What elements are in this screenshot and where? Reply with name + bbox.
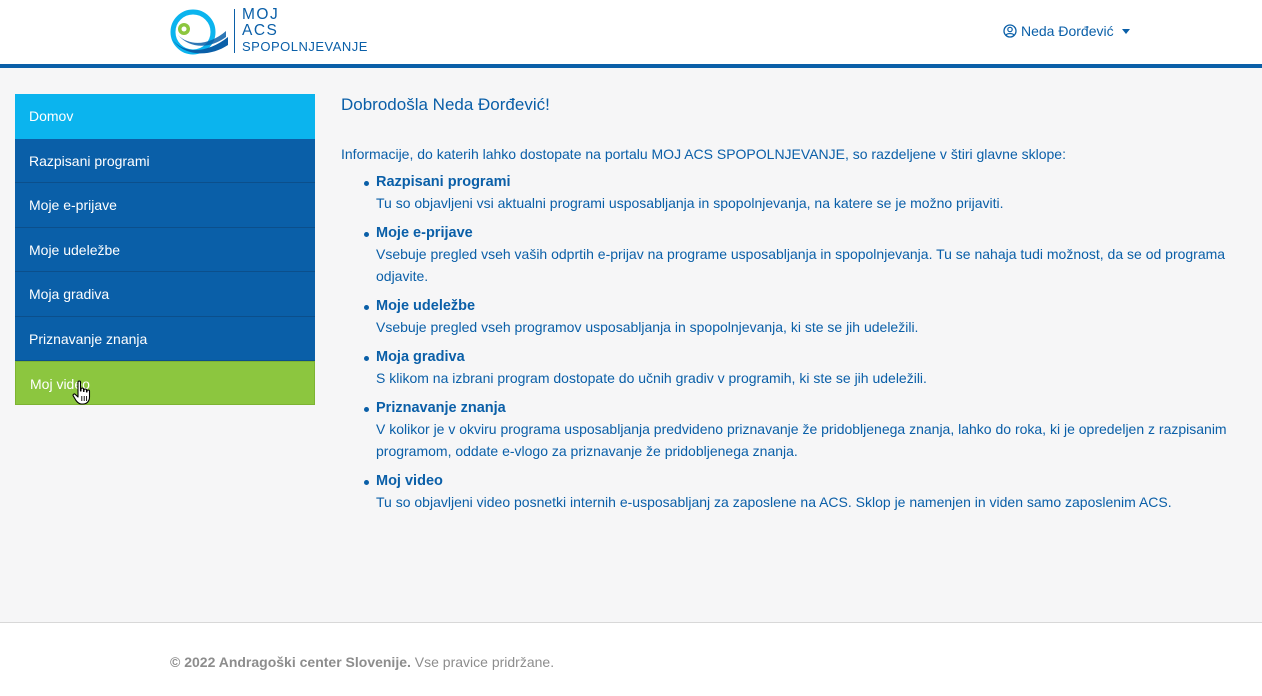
section-description: V kolikor je v okviru programa usposabljanja predvideno priznavanje že pridobljenega znanja, lahko do roka, ki je opredeljen z razpisanim programom, oddate e-vlogo za priznavanje že pridobljenega znanja. — [376, 421, 1227, 459]
logo-line-2: ACS — [242, 22, 279, 39]
logo-text — [242, 7, 368, 54]
list-item — [341, 348, 1246, 389]
section-description: S klikom na izbrani program dostopate do učnih gradiv v programih, ki ste se jih udeležili. — [376, 370, 927, 386]
logo-line-1: MOJ — [242, 6, 280, 23]
section-title: Moje e-prijave — [376, 225, 473, 241]
section-title: Moj video — [376, 473, 443, 489]
section-description: Vsebuje pregled vseh vaših odprtih e-prijav na programe usposabljanja in spopolnjevanja. Tu se nahaja tudi možnost, da se od programa odjavite. — [376, 246, 1226, 284]
section-title: Moje udeležbe — [376, 298, 476, 314]
user-name: Neda Đorđević — [1021, 23, 1114, 39]
hand-pointer-icon — [72, 380, 92, 406]
section-description: Tu so objavljeni vsi aktualni programi usposabljanja in spopolnjevanja, na katere se je možno prijaviti. — [376, 195, 1004, 211]
section-description: Tu so objavljeni video posnetki internih e-usposabljanj za zaposlene na ACS. Sklop je namenjen in viden samo zaposlenim ACS. — [376, 494, 1172, 510]
section-title: Priznavanje znanja — [376, 400, 506, 416]
section-list — [341, 173, 1246, 513]
sidebar-nav — [15, 94, 315, 405]
footer-copyright: © 2022 Andragoški center Slovenije. — [170, 654, 411, 670]
page-title: Dobrodošla Neda Đorđević! — [341, 95, 550, 114]
acs-logo-icon — [170, 9, 230, 55]
footer — [0, 622, 1262, 696]
sidebar-item-razpisani-programi[interactable]: Razpisani programi — [15, 139, 315, 184]
list-item — [341, 173, 1246, 214]
section-title: Moja gradiva — [376, 349, 465, 365]
user-menu-dropdown[interactable] — [1003, 22, 1130, 40]
main-content — [341, 94, 1246, 523]
logo-line-3: SPOPOLNJEVANJE — [242, 39, 368, 54]
header — [0, 0, 1262, 64]
list-item — [341, 297, 1246, 338]
sidebar-item-domov[interactable]: Domov — [15, 94, 315, 139]
header-accent-bar — [0, 64, 1262, 68]
sidebar-item-moj-video[interactable]: Moj video — [15, 361, 315, 405]
list-item — [341, 472, 1246, 513]
footer-rights: Vse pravice pridržane. — [414, 654, 555, 670]
section-title: Razpisani programi — [376, 174, 511, 190]
sidebar-item-moja-gradiva[interactable]: Moja gradiva — [15, 272, 315, 317]
sidebar-item-moje-udelezbe[interactable]: Moje udeležbe — [15, 228, 315, 273]
user-circle-icon — [1003, 24, 1017, 38]
intro-text: Informacije, do katerih lahko dostopate na portalu MOJ ACS SPOPOLNJEVANJE, so razdeljene v štiri glavne sklope: — [341, 146, 1066, 162]
sidebar-item-moje-e-prijave[interactable]: Moje e-prijave — [15, 183, 315, 228]
chevron-down-icon — [1122, 29, 1130, 34]
list-item — [341, 399, 1246, 462]
list-item — [341, 224, 1246, 287]
logo-divider — [234, 9, 235, 53]
sidebar-item-priznavanje-znanja[interactable]: Priznavanje znanja — [15, 317, 315, 362]
acs-logo[interactable] — [170, 7, 375, 57]
footer-text — [170, 654, 554, 670]
section-description: Vsebuje pregled vseh programov usposabljanja in spopolnjevanja, ki ste se jih udeležili. — [376, 319, 919, 335]
